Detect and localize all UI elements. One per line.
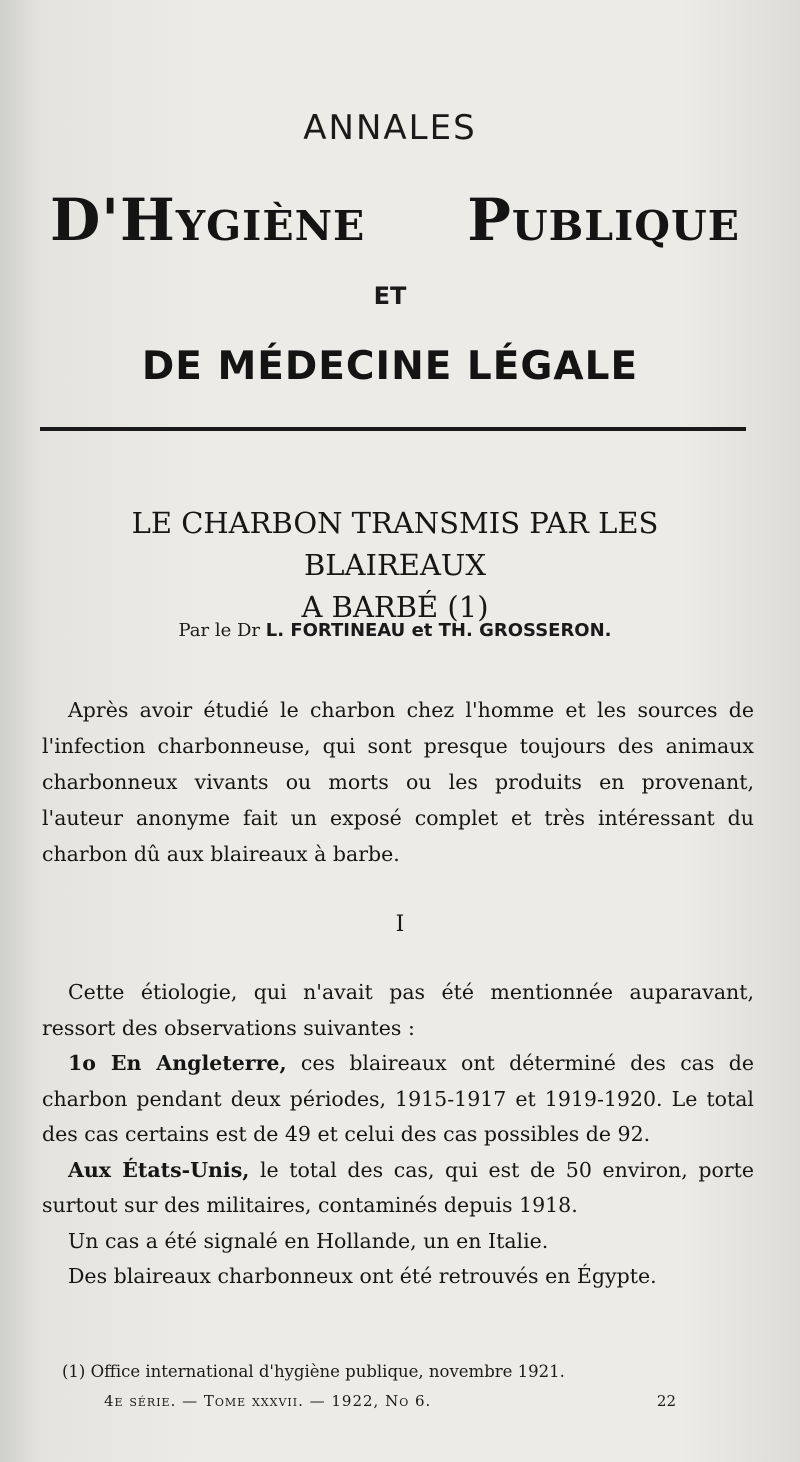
- journal-title-publique: Publique: [467, 186, 740, 254]
- body-paragraph-3: [42, 1153, 754, 1224]
- paragraph-3-lead: Aux États-Unis,: [68, 1157, 250, 1182]
- footer-series: 4e série. — Tome xxxvii. — 1922, No 6.: [104, 1392, 432, 1410]
- journal-title-main: [50, 186, 740, 254]
- article-title-line1: LE CHARBON TRANSMIS PAR LES BLAIREAUX: [131, 506, 659, 582]
- article-title-line2: A BARBÉ (1): [301, 590, 489, 624]
- footnote: (1) Office international d'hygiène publique, novembre 1921.: [62, 1362, 565, 1381]
- body-paragraph-2: [42, 1046, 754, 1153]
- body-paragraph-1: Cette étiologie, qui n'avait pas été mentionnée auparavant, ressort des observations suivantes :: [42, 980, 754, 1040]
- body-paragraph-5: Des blaireaux charbonneux ont été retrouvés en Égypte.: [68, 1264, 657, 1288]
- body-paragraph-4: Un cas a été signalé en Hollande, un en Italie.: [68, 1228, 549, 1253]
- paragraph-2-lead: 1o En Angleterre,: [68, 1051, 287, 1075]
- article-body: [42, 975, 754, 1295]
- article-abstract: Après avoir étudié le charbon chez l'homme et les sources de l'infection charbonneuse, qui sont presque toujours des animaux charbonneux vivants ou morts ou les produits en provenant, l'auteur anonyme fait un exposé complet et très intéressant du charbon dû aux blaireaux à barbe.: [42, 698, 754, 866]
- article-byline: [40, 620, 750, 641]
- paragraph-2-text: ces blaireaux ont déterminé des cas de charbon pendant deux périodes, 1915-1917 et 1919-1920. Le total des cas certains est de 49 et celui des cas possibles de 92.: [42, 1051, 754, 1146]
- journal-subtitle: DE MÉDECINE LÉGALE: [141, 344, 639, 389]
- section-number: I: [395, 912, 405, 937]
- page-footer: [104, 1392, 676, 1410]
- journal-title-annales: ANNALES: [303, 108, 477, 148]
- journal-title-hygiene: D'Hygiène: [50, 186, 366, 254]
- paragraph-3-text: le total des cas, qui est de 50 environ, porte surtout sur des militaires, contaminés depuis 1918.: [42, 1157, 754, 1217]
- article-title: [40, 502, 750, 628]
- journal-title-conjunction: ET: [373, 282, 407, 310]
- byline-authors: L. FORTINEAU et TH. GROSSERON.: [265, 620, 612, 641]
- header-rule: [40, 427, 746, 431]
- page-number: 22: [656, 1392, 676, 1410]
- byline-prefix: Par le Dr: [178, 620, 261, 641]
